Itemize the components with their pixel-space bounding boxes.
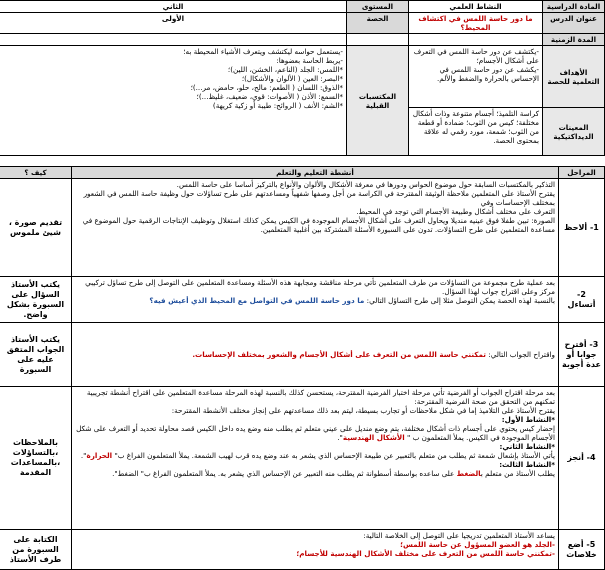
duration-label: المدة الزمنية — [543, 34, 605, 46]
level-value: الثاني — [0, 1, 347, 13]
highlighted-term: الضغط — [456, 469, 481, 478]
stage-content: بعد عملية طرح مجموعة من التساؤلات من طرف المتعلمين تأتي مرحلة مناقشة ومجابهة هذه الأسئلة ومساعدة المتعلمين على التوصل إلى طرح تساؤل تركيبي مركز وعلى اقتراح جواب لهذا السؤال. بالنسبة لهذه الحصة يمكن التوصل مثلا إلى طرح التساؤل التالي: ما دور حاسة اللمس في التواصل مع المحيط الذي أعيش فيه؟ — [72, 277, 559, 323]
objectives-label: الأهداف التعلمية للحصة — [543, 46, 605, 108]
lesson-info-table — [0, 0, 605, 156]
stage-content: التذكير بالمكتسبات السابقة حول موضوع الحواس ودورها في معرفة الأشكال والألوان والأنواع بالتركيز أساسا على حاسة اللمس. يقترح الأستاذ على المتعلمين ملاحظة الوثيقة المقترحة في الكراسة من أجل وصفها شفهياً ومساعدتهم على طرح تساؤلات حول وظيفة حاسة اللمس في الشعور بمختلف الإحساسات وفي التعرف على مختلف أشكال وطبيعة الأجسام التي توجد في المحيط. الصورة: تبين طفلا فوق عينيه منديلا ويحاول التعرف على أشكال الأجسام الموجودة في الكيس يمكن كذلك استغلال وتوظيف الإنتاجات الرقمية حول الموضوع في مساعدة المتعلمين على طرح التساؤلات. تدون على السبورة الأسئلة المشتركة بين أغلبية المتعلمين. — [72, 179, 559, 277]
session-value: الأولى — [0, 13, 347, 34]
resources-text: كراسة التلميذ؛ أجسام متنوعة وذات أشكال مختلفة؛ كيس من الثوب؛ ضمادة أو قطعة من الثوب؛ شمعة، مورد رقمي له علاقة بمحتوى الحصة. — [409, 108, 543, 156]
prior-knowledge-text: -يستعمل حواسه ليكتشف ويتعرف الأشياء المحيطة به؛ -يربط الحاسة بعضوها: *اللمس: الجلد (الناعم، الخشن، اللين)؛ *البصر: العين ( الألوان والأشكال)؛ *الذوق: اللسان ( الطعم: مالح، حلو، حامض، مر...)؛ *السمع: الأذن ( الأصوات: قوي، ضعيف، غليظ...)؛ *الشم: الأنف ( الروائح: طيبة أو زكية كريهة) — [0, 46, 347, 156]
stage-row-conclude — [0, 530, 605, 570]
subject-label: المادة الدراسية — [543, 1, 605, 13]
stage-side-note: تقديم صورة ، شيئ ملموس — [0, 179, 72, 277]
session-label: الحصة — [347, 13, 409, 34]
stage-row-perform — [0, 387, 605, 530]
highlighted-term: الأشكال الهندسية — [342, 433, 405, 442]
conclusion-line: -الجلد هو العضو المسؤول عن حاسة اللمس؛ — [400, 540, 555, 549]
stage-label: 5- أضع خلاصات — [559, 530, 605, 570]
conclusion-line: -تمكنني حاسة اللمس من التعرف على مختلف الأشكال الهندسية للأجسام؛ — [296, 549, 555, 558]
objectives-text: -يكتشف عن دور حاسة اللمس في التعرف على أشكال الأجسام؛ -يكشف عن دور حاسة اللمس في الإحساس بالحرارة والضغط والألم. — [409, 46, 543, 108]
activities-header: أنشطة التعليم والتعلم — [72, 167, 559, 179]
stage-side-note: يكتب الأستاذ السؤال على السبورة بشكل واضح. — [0, 277, 72, 323]
lesson-title-value: ما دور حاسة اللمس في اكتشاف المحيط؟ — [409, 13, 543, 34]
stage-row-observe — [0, 179, 605, 277]
stage-side-note: بالملاحظات ،بالتساؤلات ،بالمساعدات المقدمة — [0, 387, 72, 530]
level-label: المستوى — [347, 1, 409, 13]
key-question: ما دور حاسة اللمس في التواصل مع المحيط الذي أعيش فيه؟ — [149, 296, 365, 305]
subject-value: النشاط العلمي — [409, 1, 543, 13]
stage-label: 4- أنجز — [559, 387, 605, 530]
prior-knowledge-label: المكتسبات القبلية — [347, 46, 409, 156]
spacer — [0, 156, 605, 166]
stage-content: واقتراح الجواب التالي: تمكنني حاسة اللمس من التعرف على أشكال الأجسام والشعور بمختلف الإحساسات. — [72, 323, 559, 387]
how-header: كيف ؟ — [0, 167, 72, 179]
stage-content: يساعد الأستاذ المتعلمين تدريجيا على التوصل إلى الخلاصة التالية: -الجلد هو العضو المسؤول عن حاسة اللمس؛ -تمكنني حاسة اللمس من التعرف على مختلف الأشكال الهندسية للأجسام؛ — [72, 530, 559, 570]
stage-row-question — [0, 277, 605, 323]
stage-label: 3- أقترح جوابا أو عدة أجوبة — [559, 323, 605, 387]
lesson-title-label: عنوان الدرس — [543, 13, 605, 34]
stage-side-note: يكتب الأستاذ الجواب المتفق عليه على السبورة — [0, 323, 72, 387]
stage-label: 2- أتساءل — [559, 277, 605, 323]
stage-row-hypothesis — [0, 323, 605, 387]
resources-label: المعينات الديداكتيكية — [543, 108, 605, 156]
stage-label: 1- ألاحظ — [559, 179, 605, 277]
stage-content: بعد مرحلة اقتراح الجواب أو الفرضية تأتي مرحلة اختبار الفرضية المقترحة، يستحسن كذلك بالنسبة لهذه المرحلة مساعدة المتعلمين على اقتراح أنشطة تجريبية تمكنهم من التحقق من صحة الفرضية المقترحة: يقترح الأستاذ على التلاميذ إما في شكل ملاحظات أو تجارب بسيطة، ليتم بعد ذلك مساعدتهم على إنجاز مختلف الأنشطة المقترحة: *النشاط الأول: إحضار كيس يحتوي على أجسام ذات أشكال مختلفة، يتم وضع منديل على عيني متعلم ثم يطلب منه وضع يده داخل الكيس قصد محاولة تحديد أو التعرف على شكل الأجسام الموجودة في الكيس. يملأ المتعلمون ب " الأشكال الهندسية". *النشاط الثاني: يأتي الأستاذ بإشعال شمعة ثم يطلب من متعلم بالتعبير عن طبيعة الإحساس الذي يشعر به عند وضع يده قرب لهيب الشمعة. يملأ المتعلمون الفراغ ب" الحرارة". *النشاط الثالث: يطلب الأستاذ من متعلم بالضغط على ساعده بواسطة أسطوانة ثم يطلب منه التعبير عن الإحساس الذي يشعر به. يملأ المتعلمون الفراغ ب" الضغط". — [72, 387, 559, 530]
highlighted-term: الحرارة — [86, 451, 113, 460]
proposed-answer: تمكنني حاسة اللمس من التعرف على أشكال الأجسام والشعور بمختلف الإحساسات. — [192, 350, 486, 359]
stage-side-note: الكتابة على السبورة من طرف الأستاذ — [0, 530, 72, 570]
activities-table — [0, 166, 605, 570]
duration-value — [409, 34, 543, 46]
stages-header: المراحل — [559, 167, 605, 179]
